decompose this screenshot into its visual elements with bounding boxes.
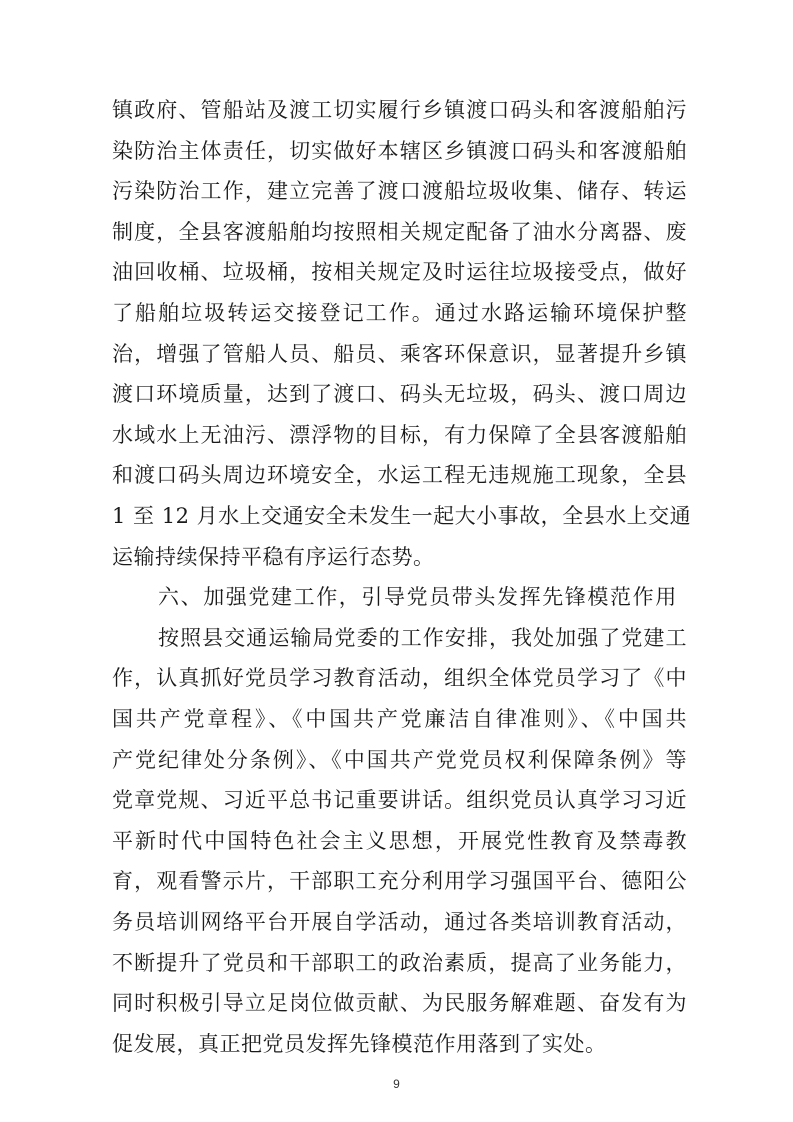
paragraph-1-line: 镇政府、管船站及渡工切实履行乡镇渡口码头和客渡船舶污	[112, 98, 687, 122]
paragraph-1-line: 1 至 12 月水上交通安全未发生一起大小事故，全县水上交通	[112, 504, 692, 528]
paragraph-1-line: 和渡口码头周边环境安全，水运工程无违规施工现象，全县	[112, 463, 687, 488]
page-number: 9	[393, 1077, 400, 1092]
paragraph-1-line: 污染防治工作，建立完善了渡口渡船垃圾收集、储存、转运	[112, 179, 687, 204]
paragraph-2-line: 平新时代中国特色社会主义思想，开展党性教育及禁毒教	[112, 828, 687, 853]
paragraph-2-line: 育，观看警示片，干部职工充分利用学习强国平台、德阳公	[112, 869, 687, 894]
paragraph-2-line: 按照县交通运输局党委的工作安排，我处加强了党建工	[158, 625, 687, 650]
paragraph-1-line: 运输持续保持平稳有序运行态势。	[112, 544, 435, 569]
paragraph-1-line: 渡口环境质量，达到了渡口、码头无垃圾，码头、渡口周边	[112, 382, 687, 407]
section-heading: 六、加强党建工作，引导党员带头发挥先锋模范作用	[158, 585, 678, 610]
paragraph-2-line: 促发展，真正把党员发挥先锋模范作用落到了实处。	[112, 1031, 607, 1056]
paragraph-1-line: 染防治主体责任，切实做好本辖区乡镇渡口码头和客渡船舶	[112, 138, 687, 163]
paragraph-1-line: 治，增强了管船人员、船员、乘客环保意识，显著提升乡镇	[112, 341, 687, 366]
paragraph-1-line: 制度，全县客渡船舶均按照相关规定配备了油水分离器、废	[112, 219, 687, 244]
paragraph-2-line: 不断提升了党员和干部职工的政治素质，提高了业务能力，	[112, 950, 687, 975]
paragraph-2-line: 作，认真抓好党员学习教育活动，组织全体党员学习了《中	[112, 666, 687, 691]
paragraph-1-line: 了船舶垃圾转运交接登记工作。通过水路运输环境保护整	[112, 301, 687, 325]
paragraph-2-line: 国共产党章程》、《中国共产党廉洁自律准则》、《中国共	[112, 707, 687, 731]
paragraph-2-line: 产党纪律处分条例》、《中国共产党党员权利保障条例》等	[112, 747, 687, 772]
paragraph-2-line: 务员培训网络平台开展自学活动，通过各类培训教育活动，	[112, 910, 687, 934]
paragraph-2-line: 同时积极引导立足岗位做贡献、为民服务解难题、奋发有为	[112, 991, 687, 1016]
paragraph-2-line: 党章党规、习近平总书记重要讲话。组织党员认真学习习近	[112, 788, 687, 813]
paragraph-1-line: 水域水上无油污、漂浮物的目标，有力保障了全县客渡船舶	[112, 422, 687, 447]
paragraph-1-line: 油回收桶、垃圾桶，按相关规定及时运往垃圾接受点，做好	[112, 260, 687, 285]
